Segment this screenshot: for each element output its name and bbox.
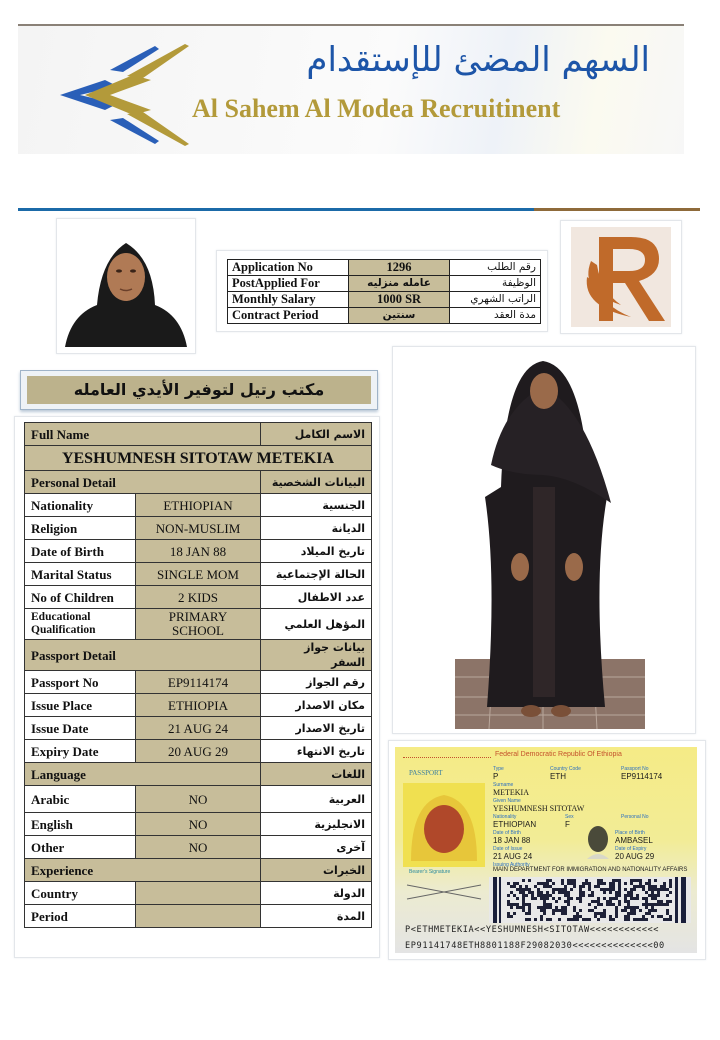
passport-scan: [388, 740, 706, 960]
pob-label: Place of Birth: [615, 830, 645, 836]
children-label: No of Children: [25, 586, 136, 609]
application-summary: [216, 250, 548, 332]
type-label: Type: [493, 766, 504, 772]
education-value: PRIMARY SCHOOL: [136, 609, 261, 640]
dob-label-ar: تاريخ الميلاد: [261, 540, 372, 563]
religion-label-ar: الديانة: [261, 517, 372, 540]
expiry-date-label: Expiry Date: [25, 740, 136, 763]
application-table: [227, 259, 541, 324]
language-title-ar: اللغات: [261, 763, 372, 786]
sex-label: Sex: [565, 814, 574, 820]
nationality-label: Nationality: [25, 494, 136, 517]
table-row: [228, 276, 541, 292]
arabic-value: NO: [136, 786, 261, 813]
monthly-salary-label-ar: الراتب الشهري: [450, 292, 541, 308]
passport-country-header: Federal Democratic Republic Of Ethiopia: [495, 751, 622, 758]
full-body-photo: [392, 346, 696, 734]
experience-title-ar: الخبرات: [261, 859, 372, 882]
country-value: [136, 882, 261, 905]
company-name-arabic: السهم المضئ للإستقدام: [306, 40, 650, 80]
expiry-scan: 20 AUG 29: [615, 852, 655, 861]
application-no-value: 1296: [349, 260, 450, 276]
arabic-label-ar: العربية: [261, 786, 372, 813]
application-no-label-ar: رقم الطلب: [450, 260, 541, 276]
table-row: [25, 563, 372, 586]
contract-period-label: Contract Period: [228, 308, 349, 324]
passport-no-scan: EP9114174: [621, 772, 663, 781]
passport-detail-title: Passport Detail: [25, 640, 261, 671]
passport-page: [395, 747, 697, 953]
dob-label: Date of Birth: [25, 540, 136, 563]
authority-label: Issuing Authority: [493, 862, 530, 868]
issue-place-label: Issue Place: [25, 694, 136, 717]
portrait-photo: [56, 218, 196, 354]
passport-no-label: Passport No: [25, 671, 136, 694]
sex-value: F: [565, 820, 570, 829]
amharic-header-text: [403, 751, 491, 758]
marital-status-label-ar: الحالة الإجتماعية: [261, 563, 372, 586]
monthly-salary-label: Monthly Salary: [228, 292, 349, 308]
table-row: [25, 786, 372, 813]
passport-photo: [401, 781, 487, 901]
office-title-box: [20, 370, 378, 410]
table-row: [25, 905, 372, 928]
barcode: [489, 877, 691, 923]
section-language: [25, 763, 372, 786]
contract-period-label-ar: مدة العقد: [450, 308, 541, 324]
post-applied-value: عامله منزليه: [349, 276, 450, 292]
country-label-ar: الدولة: [261, 882, 372, 905]
mrz-line-2: EP91141748ETH8801188F29082030<<<<<<<<<<<<<<00: [405, 941, 665, 951]
monthly-salary-value: 1000 SR: [349, 292, 450, 308]
table-row: [228, 308, 541, 324]
full-name-value: YESHUMNESH SITOTAW METEKIA: [25, 446, 372, 471]
full-name-header-row: [25, 423, 372, 446]
cv-details: [14, 416, 380, 958]
expiry-label-scan: Date of Expiry: [615, 846, 647, 852]
education-label-ar: المؤهل العلمي: [261, 609, 372, 640]
table-row: [25, 813, 372, 836]
period-value: [136, 905, 261, 928]
table-row: [25, 717, 372, 740]
surname-value: METEKIA: [493, 788, 529, 797]
nationality-scan: ETHIOPIAN: [493, 820, 537, 829]
religion-label: Religion: [25, 517, 136, 540]
table-row: [228, 260, 541, 276]
full-name-row: [25, 446, 372, 471]
marital-status-label: Marital Status: [25, 563, 136, 586]
issue-place-label-ar: مكان الاصدار: [261, 694, 372, 717]
passport-no-label-ar: رقم الجواز: [261, 671, 372, 694]
cv-table: [24, 422, 372, 928]
mrz-line-1: P<ETHMETEKIA<<YESHUMNESH<SITOTAW<<<<<<<<<<<<: [405, 925, 660, 935]
passport-no-label-scan: Passport No: [621, 766, 649, 772]
table-row: [25, 586, 372, 609]
period-label: Period: [25, 905, 136, 928]
surname-label: Surname: [493, 782, 514, 788]
table-row: [25, 836, 372, 859]
section-personal: [25, 471, 372, 494]
given-name-label: Given Name: [493, 798, 521, 804]
pob-value: AMBASEL: [615, 836, 653, 845]
ghost-photo: [583, 823, 613, 859]
full-name-label: Full Name: [25, 423, 261, 446]
company-name-english: Al Sahem Al Modea Recruitinent: [192, 94, 561, 123]
table-row: [25, 740, 372, 763]
other-language-label-ar: آخرى: [261, 836, 372, 859]
office-title: مكتب رتيل لتوفير الأيدي العامله: [27, 376, 371, 404]
education-label: Educational Qualification: [25, 609, 136, 640]
experience-title: Experience: [25, 859, 261, 882]
other-language-label: Other: [25, 836, 136, 859]
religion-value: NON-MUSLIM: [136, 517, 261, 540]
application-no-label: Application No: [228, 260, 349, 276]
contract-period-value: سنتين: [349, 308, 450, 324]
issue-scan: 21 AUG 24: [493, 852, 533, 861]
other-language-value: NO: [136, 836, 261, 859]
authority-value: MAIN DEPARTMENT FOR IMMIGRATION AND NATIONALITY AFFAIRS: [493, 867, 688, 873]
table-row: [25, 609, 372, 640]
full-name-label-ar: الاسم الكامل: [261, 423, 372, 446]
issue-date-label-ar: تاريخ الاصدار: [261, 717, 372, 740]
office-logo: [560, 220, 682, 334]
dob-scan: 18 JAN 88: [493, 836, 531, 845]
expiry-date-label-ar: تاريخ الانتهاء: [261, 740, 372, 763]
personal-detail-title: Personal Detail: [25, 471, 261, 494]
arrow-logo-icon: [55, 40, 200, 150]
issue-label-scan: Date of Issue: [493, 846, 523, 852]
english-label-ar: الانجليزية: [261, 813, 372, 836]
language-title: Language: [25, 763, 261, 786]
post-applied-label-ar: الوظيفة: [450, 276, 541, 292]
expiry-date-value: 20 AUG 29: [136, 740, 261, 763]
table-row: [25, 671, 372, 694]
post-applied-label: PostApplied For: [228, 276, 349, 292]
country-label: Country: [25, 882, 136, 905]
table-row: [25, 540, 372, 563]
signature-label: Bearer's Signature: [409, 869, 451, 875]
children-label-ar: عدد الاطفال: [261, 586, 372, 609]
arabic-label: Arabic: [25, 786, 136, 813]
table-row: [25, 882, 372, 905]
table-row: [228, 292, 541, 308]
table-row: [25, 517, 372, 540]
country-code-value: ETH: [550, 772, 566, 781]
dob-value: 18 JAN 88: [136, 540, 261, 563]
period-label-ar: المدة: [261, 905, 372, 928]
passport-no-value: EP9114174: [136, 671, 261, 694]
nationality-value: ETHIOPIAN: [136, 494, 261, 517]
header-divider: [18, 208, 702, 211]
personal-no-label: Personal No: [621, 814, 649, 820]
country-code-label: Country Code: [550, 766, 581, 772]
issue-date-label: Issue Date: [25, 717, 136, 740]
nationality-label-scan: Nationality: [493, 814, 517, 820]
english-value: NO: [136, 813, 261, 836]
section-passport: [25, 640, 372, 671]
issue-place-value: ETHIOPIA: [136, 694, 261, 717]
issue-date-value: 21 AUG 24: [136, 717, 261, 740]
passport-detail-title-ar: بيانات جواز السفر: [261, 640, 372, 671]
section-experience: [25, 859, 372, 882]
nationality-label-ar: الجنسية: [261, 494, 372, 517]
personal-detail-title-ar: البيانات الشخصية: [261, 471, 372, 494]
table-row: [25, 694, 372, 717]
dob-label-scan: Date of Birth: [493, 830, 521, 836]
given-name-value: YESHUMNESH SITOTAW: [493, 804, 585, 813]
passport-doc-label: PASSPORT: [409, 769, 443, 777]
marital-status-value: SINGLE MOM: [136, 563, 261, 586]
table-row: [25, 494, 372, 517]
english-label: English: [25, 813, 136, 836]
children-value: 2 KIDS: [136, 586, 261, 609]
type-value: P: [493, 772, 499, 781]
